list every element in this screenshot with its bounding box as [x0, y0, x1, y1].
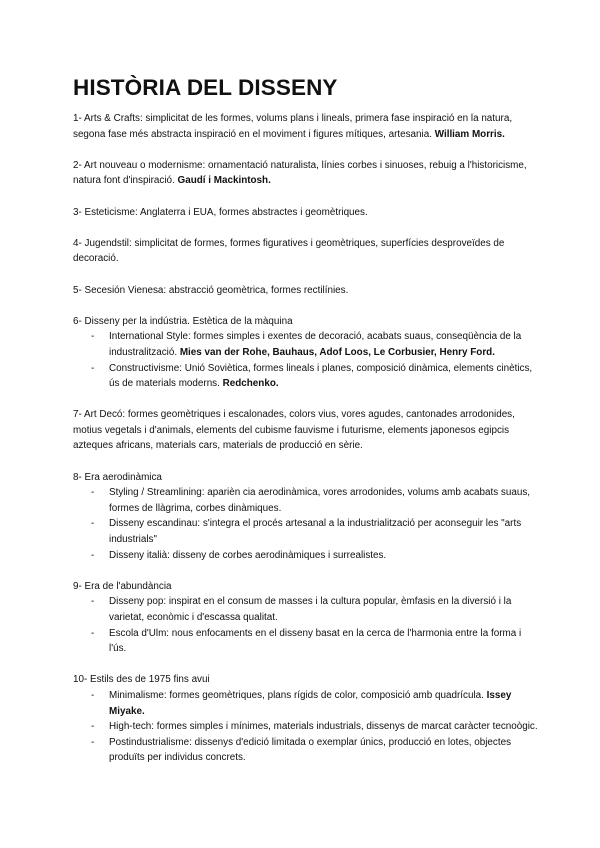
- item-text: Escola d'Ulm: nous enfocaments en el disseny basat en la cerca de l'harmonia entre la forma i l'ús.: [109, 627, 522, 655]
- list-1975: [73, 688, 540, 766]
- item-text: Styling / Streamlining: aparièn cia aerodinàmica, vores arrodonides, volums amb acabats suaus, formes de llàgrima, corbes dinàmiques.: [109, 487, 530, 514]
- bullet-dash: -: [91, 721, 95, 733]
- section-text: 7- Art Decó: formes geomètriques i escalonades, colors vius, vores agudes, cantonades arrodonides, motius vegetals i d'animals, elements del cubisme fauvisme i futurisme, elements japonesos egipcis azteques africans, materials cars, materials de producció en sèrie.: [73, 409, 515, 452]
- bullet-dash: -: [91, 331, 95, 343]
- list-item: [73, 688, 540, 719]
- section-jugendstil: [73, 236, 540, 267]
- section-art-nouveau: [73, 158, 540, 189]
- page-title: HISTÒRIA DEL DISSENY: [73, 75, 338, 100]
- bullet-dash: -: [91, 362, 95, 374]
- section-names: William Morris: [434, 128, 503, 140]
- section-art-deco: [73, 407, 540, 454]
- item-names: Redchenko.: [222, 378, 279, 390]
- section-heading-aerodinamica: 8- Era aerodinàmica: [73, 471, 162, 483]
- list-abundancia: [73, 594, 540, 656]
- section-text: 2- Art nouveau o modernisme: ornamentació naturalista, línies corbes i sinuoses, rebuig a l'historicisme, natura font d'inspiració.: [73, 159, 527, 187]
- list-item: [73, 735, 540, 766]
- list-item: [73, 548, 540, 564]
- bullet-dash: -: [91, 627, 95, 639]
- section-end: .: [502, 128, 505, 140]
- list-item: [73, 626, 540, 657]
- bullet-dash: -: [91, 487, 95, 499]
- section-names: Gaudí i Mackintosh: [177, 175, 269, 187]
- section-heading-abundancia: 9- Era de l'abundància: [73, 580, 172, 592]
- item-text: Minimalisme: formes geomètriques, plans rígids de color, composició amb quadrícula.: [109, 689, 487, 701]
- bullet-dash: -: [91, 596, 95, 608]
- item-text: High-tech: formes simples i mínimes, materials industrials, dissenys de marcat caràcter tecnoògic.: [109, 721, 538, 733]
- list-item: [73, 516, 540, 547]
- section-heading-1975: 10- Estils des de 1975 fins avui: [73, 674, 210, 686]
- item-text: Disseny escandinau: s'integra el procés artesanal a la industrialització per aconseguir les "arts industrials": [109, 518, 522, 546]
- bullet-dash: -: [91, 549, 95, 561]
- item-text: International Style: formes simples i exentes de decoració, acabats suaus, conseqüència de la industralització.: [109, 331, 522, 358]
- section-text: 5- Secesión Vienesa: abstracció geomètrica, formes rectilínies.: [73, 284, 349, 296]
- item-text: Postindustrialisme: dissenys d'edició limitada o exemplar únics, producció en lotes, objectes produïts per individus concrets.: [109, 736, 512, 764]
- list-item: [73, 329, 540, 360]
- list-item: [73, 361, 540, 392]
- list-aerodinamica: [73, 485, 540, 563]
- section-text: 1- Arts & Crafts: simplicitat de les formes, volums plans i lineals, primera fase inspiració en la natura, segona fase més abstracta inspiració en el moviment i figures mítiques, artesania.: [73, 113, 513, 140]
- section-arts-crafts: [73, 111, 540, 142]
- list-item: [73, 485, 540, 516]
- section-esteticisme: [73, 205, 540, 221]
- list-item: [73, 719, 540, 735]
- section-text: 4- Jugendstil: simplicitat de formes, formes figuratives i geomètriques, superfícies desproveïdes de decoració.: [73, 237, 505, 265]
- section-end: .: [268, 175, 271, 187]
- item-text: Constructivisme: Unió Soviètica, formes lineals i planes, composició dinàmica, elements cinètics, ús de materials moderns.: [109, 362, 533, 390]
- item-text: Disseny pop: inspirat en el consum de masses i la cultura popular, èmfasis en la diversió i la varietat, econòmic i d'escassa qualitat.: [109, 596, 512, 623]
- bullet-dash: -: [91, 518, 95, 530]
- list-item: [73, 594, 540, 625]
- item-names: Issey Miyake.: [109, 689, 512, 717]
- section-secesion: [73, 283, 540, 299]
- list-industria: [73, 329, 540, 391]
- section-heading-industria: 6- Disseny per la indústria. Estètica de la màquina: [73, 315, 293, 327]
- item-names: Mies van der Rohe, Bauhaus, Adof Loos, Le Corbusier, Henry Ford.: [179, 346, 495, 358]
- section-text: 3- Esteticisme: Anglaterra i EUA, formes abstractes i geomètriques.: [73, 206, 368, 218]
- bullet-dash: -: [91, 689, 95, 701]
- bullet-dash: -: [91, 736, 95, 748]
- item-text: Disseny italià: disseny de corbes aerodinàmiques i surrealistes.: [109, 549, 387, 561]
